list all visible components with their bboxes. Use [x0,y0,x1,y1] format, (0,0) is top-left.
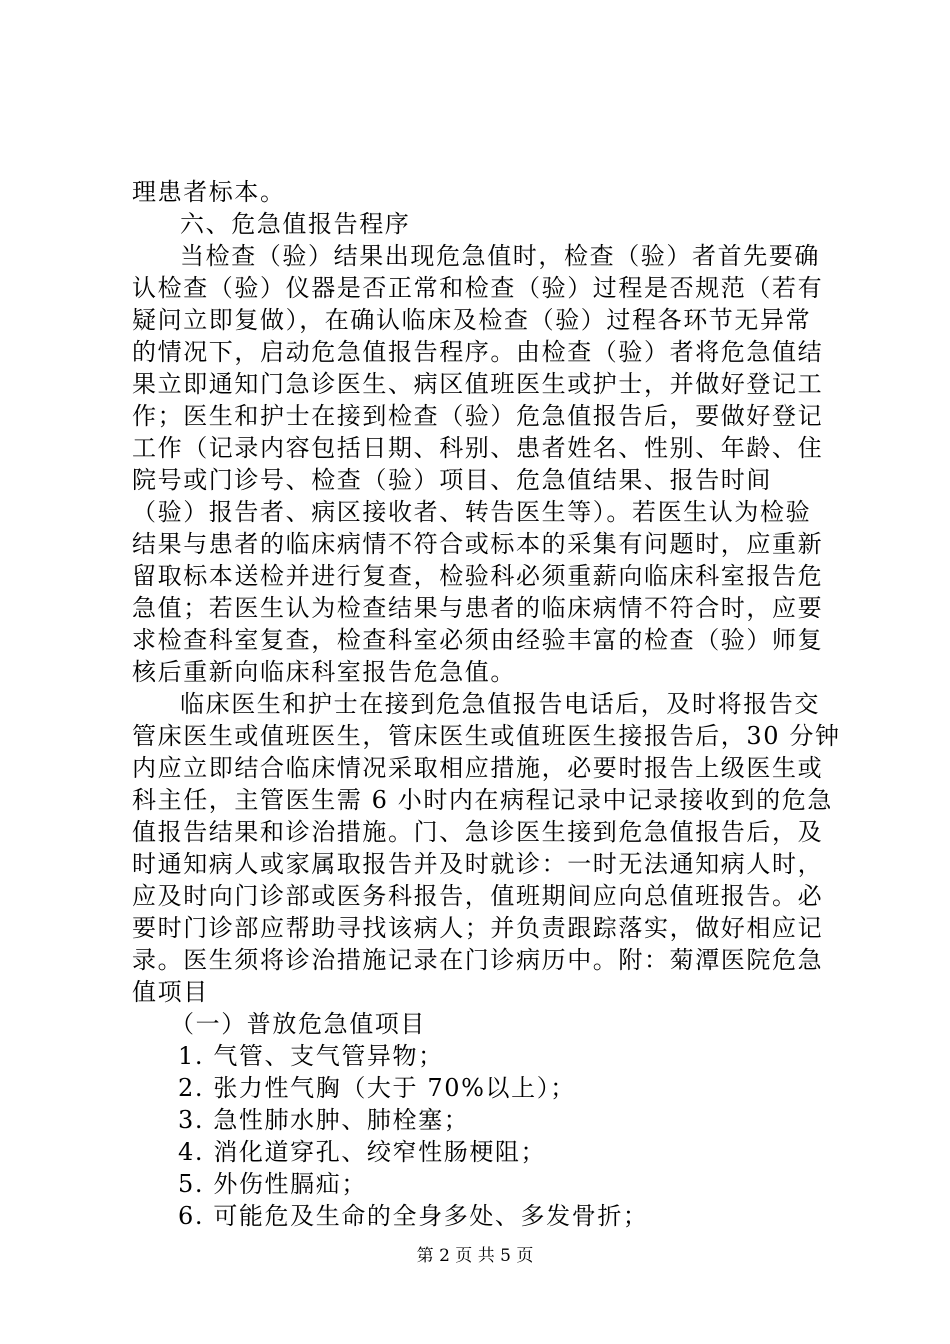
subsection-heading: （一）普放危急值项目 [170,1010,426,1038]
text-line: 院号或门诊号、检查（验）项目、危急值结果、报告时间 [132,466,772,494]
text-line: 要时门诊部应帮助寻找该病人；并负责跟踪落实，做好相应记 [132,914,824,942]
text-line: 的情况下，启动危急值报告程序。由检查（验）者将危急值结 [132,338,824,366]
text-line: 认检查（验）仪器是否正常和检查（验）过程是否规范（若有 [132,274,824,302]
text-line: （验）报告者、病区接收者、转告医生等）。若医生认为检验 [132,498,812,526]
text-line: 留取标本送检并进行复查，检验科必须重薪向临床科室报告危 [132,562,824,590]
text-line: 急值；若医生认为检查结果与患者的临床病情不符合时，应要 [132,594,824,622]
text-line: 果立即通知门急诊医生、病区值班医生或护士，并做好登记工 [132,370,824,398]
list-item: 1. 气管、支气管异物； [178,1042,444,1070]
section-heading: 六、危急值报告程序 [180,210,411,238]
text-line: 核后重新向临床科室报告危急值。 [132,658,516,686]
list-item: 6. 可能危及生命的全身多处、多发骨折； [178,1202,649,1230]
text-line: 录。医生须将诊治措施记录在门诊病历中。附：菊潭医院危急 [132,946,824,974]
text-line: 求检查科室复查，检查科室必须由经验丰富的检查（验）师复 [132,626,824,654]
text-line: 工作（记录内容包括日期、科别、患者姓名、性别、年龄、住 [132,434,824,462]
list-item: 4. 消化道穿孔、绞窄性肠梗阻； [178,1138,547,1166]
list-item: 3. 急性肺水肿、肺栓塞； [178,1106,470,1134]
text-line: 应及时向门诊部或医务科报告，值班期间应向总值班报告。必 [132,882,824,910]
text-line: 时通知病人或家属取报告并及时就诊：一时无法通知病人时， [132,850,824,878]
text-line: 内应立即结合临床情况采取相应措施，必要时报告上级医生或 [132,754,824,782]
paragraph-first-line: 临床医生和护士在接到危急值报告电话后，及时将报告交 [180,690,820,718]
text-line: 值报告结果和诊治措施。门、急诊医生接到危急值报告后，及 [132,818,824,846]
text-line: 值项目 [132,978,209,1006]
text-line: 科主任，主管医生需 6 小时内在病程记录中记录接收到的危急 [132,786,833,814]
list-item: 5. 外伤性膈疝； [178,1170,367,1198]
text-line: 管床医生或值班医生，管床医生或值班医生接报告后，30 分钟 [132,722,841,750]
list-item: 2. 张力性气胸（大于 70%以上）； [178,1074,576,1102]
text-line: 理患者标本。 [132,178,286,206]
text-line: 作；医生和护士在接到检查（验）危急值报告后，要做好登记 [132,402,824,430]
paragraph-first-line: 当检查（验）结果出现危急值时，检查（验）者首先要确 [180,242,820,270]
text-line: 结果与患者的临床病情不符合或标本的采集有问题时，应重新 [132,530,824,558]
page-footer: 第 2 页 共 5 页 [416,1246,534,1266]
text-line: 疑问立即复做），在确认临床及检查（验）过程各环节无异常 [132,306,812,334]
